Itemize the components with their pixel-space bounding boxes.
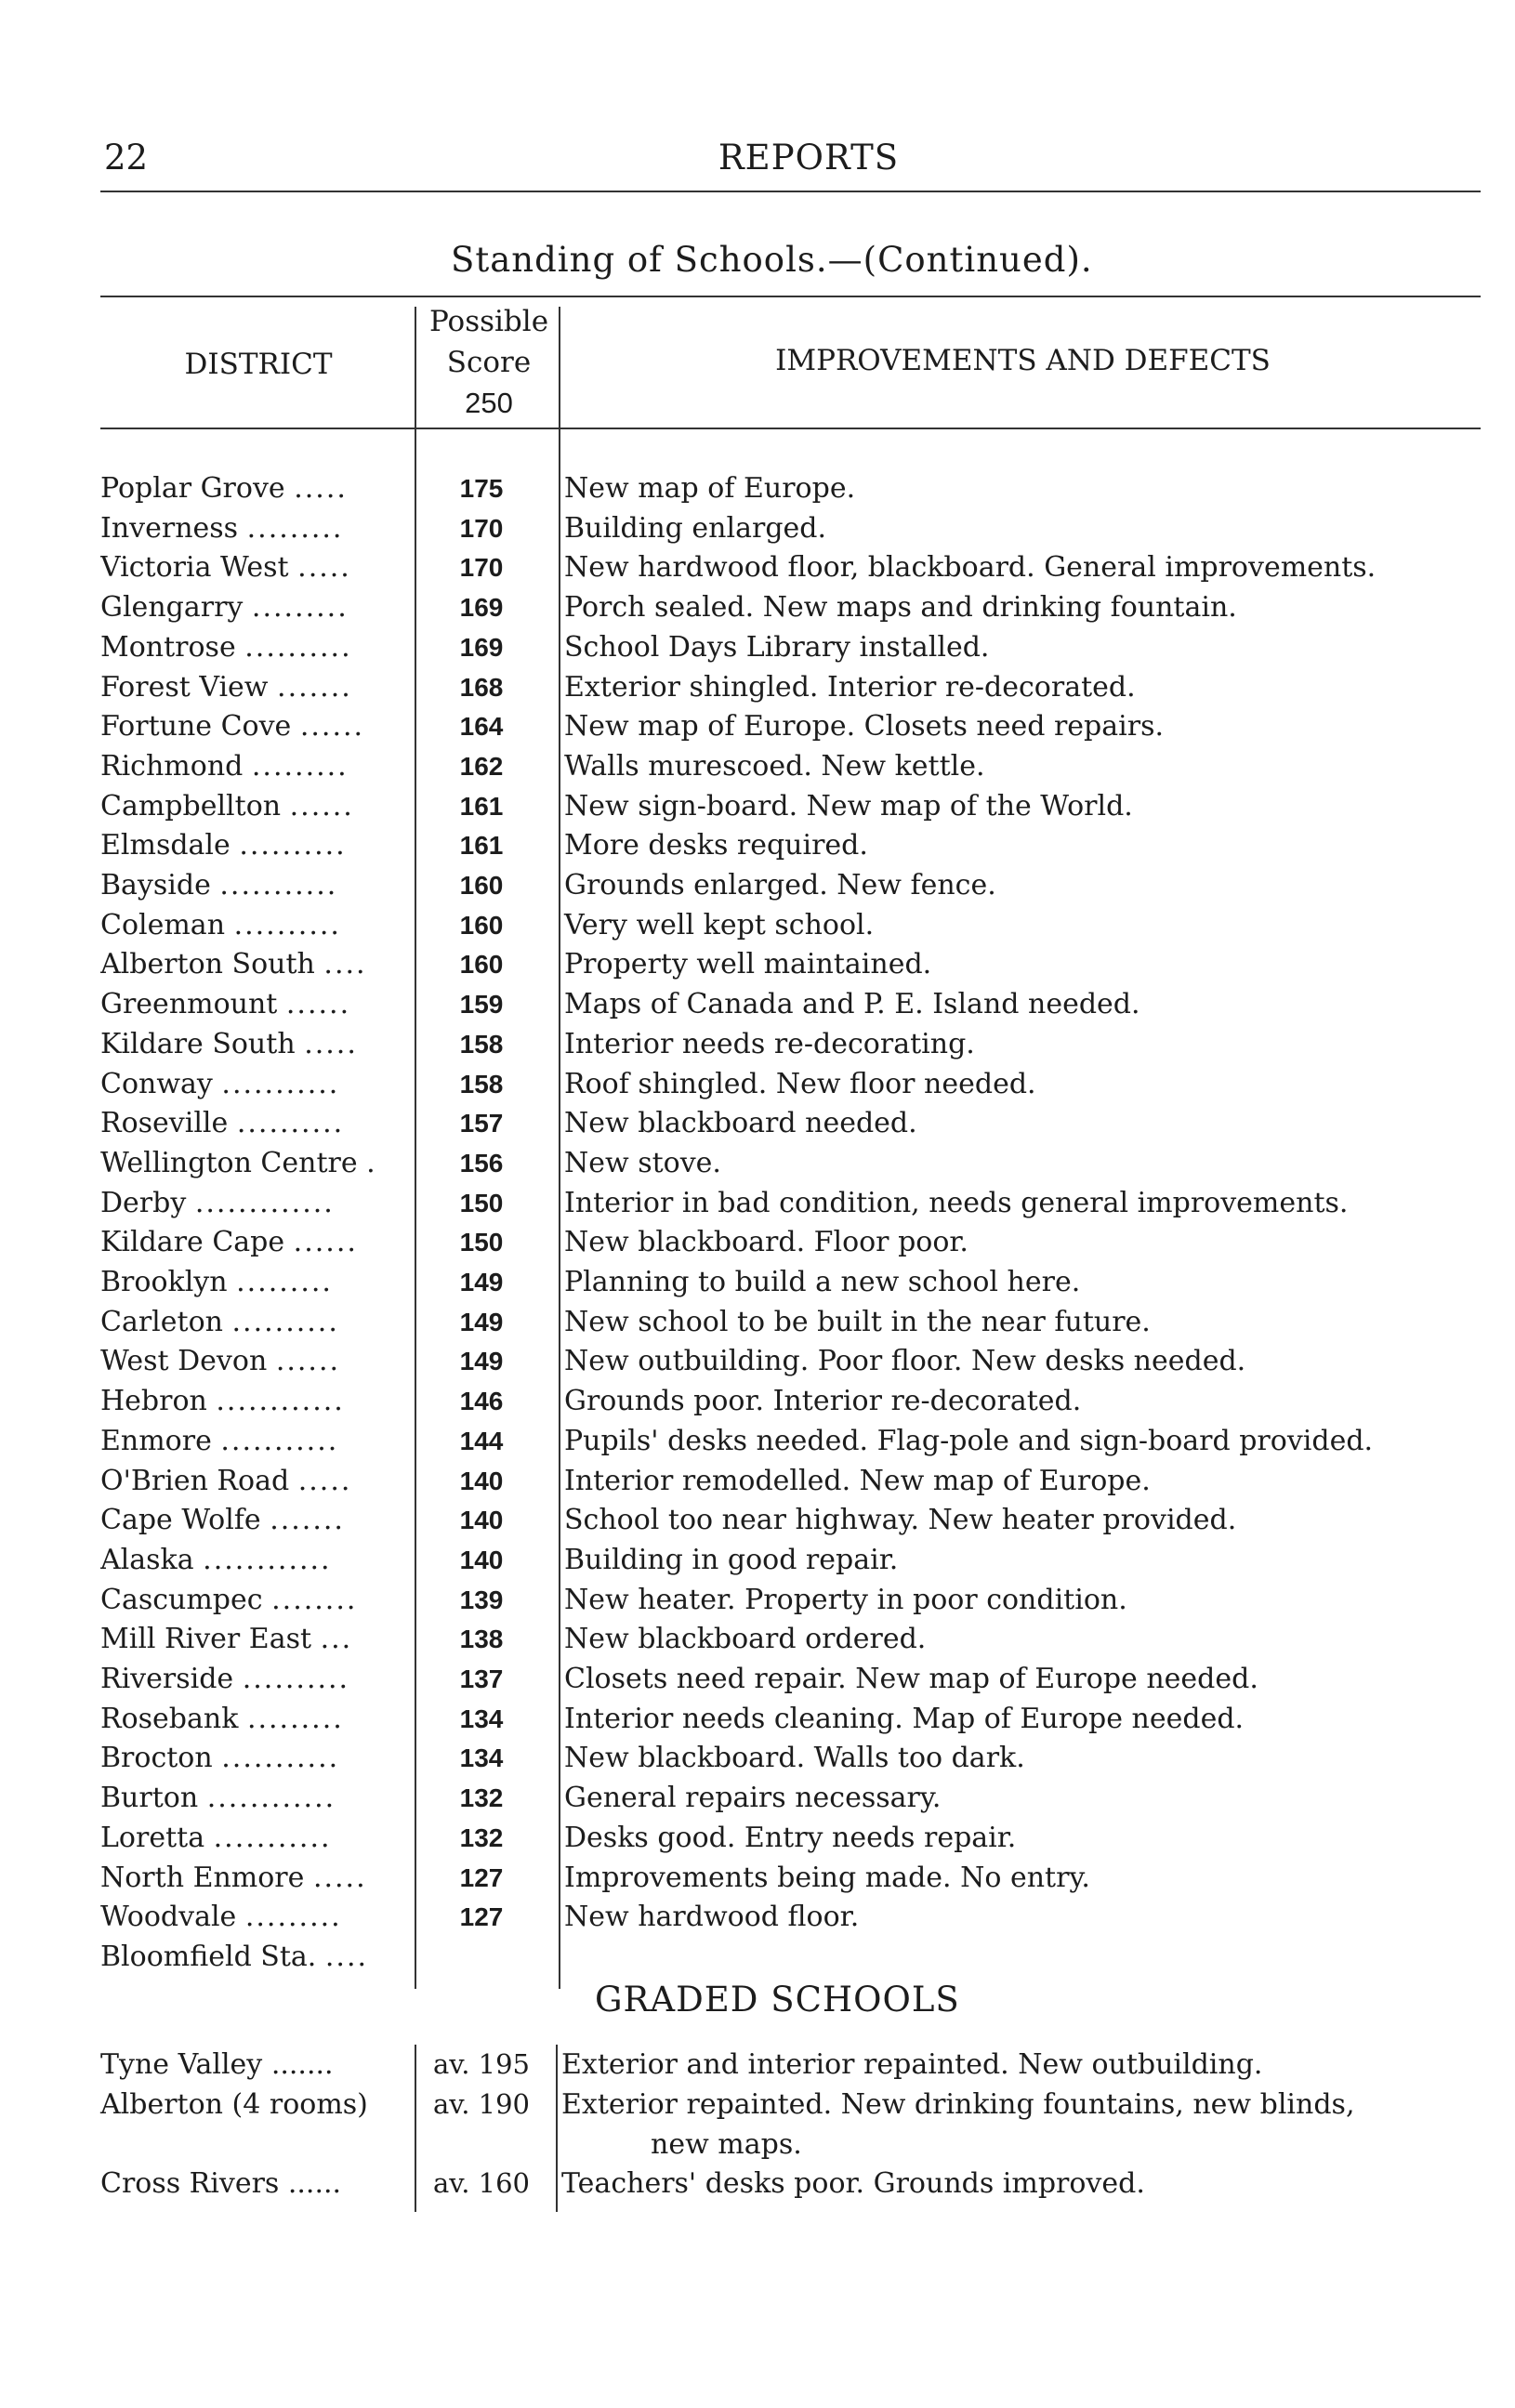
- improvements-text: School too near highway. New heater provided.: [564, 1504, 1237, 1537]
- district-name: [100, 2045, 407, 2085]
- district-name: [100, 985, 407, 1024]
- district-label: Fortune Cove: [100, 710, 292, 743]
- score-value: 127: [459, 1902, 504, 1932]
- score-value: 159: [459, 990, 504, 1020]
- district-label: Roseville: [100, 1107, 229, 1140]
- leader-dots: .........: [236, 1266, 333, 1298]
- improvements-text: New blackboard ordered.: [564, 1623, 927, 1656]
- improvements-text: New outbuilding. Poor floor. New desks needed.: [564, 1345, 1246, 1378]
- score-value: 170: [459, 553, 504, 583]
- score-value: 150: [459, 1188, 504, 1217]
- district-name: [100, 1422, 407, 1461]
- score-value: 144: [459, 1426, 504, 1455]
- district-name: [100, 668, 407, 707]
- leader-dots: ............: [216, 1385, 345, 1418]
- district-label: Mill River East: [100, 1623, 312, 1656]
- score-value: 161: [459, 831, 504, 861]
- score-header-line-2: Score: [446, 346, 532, 379]
- leader-dots: .: [366, 1146, 377, 1179]
- district-name: [100, 1025, 407, 1064]
- table-row: [0, 1700, 1515, 1739]
- score-value: 137: [459, 1665, 504, 1693]
- table-top-rule: [100, 296, 1481, 297]
- district-label: Elmsdale: [100, 829, 231, 862]
- district-name: [100, 1223, 407, 1262]
- district-label: Campbellton: [100, 789, 282, 822]
- leader-dots: .....: [294, 472, 348, 505]
- district-name: [100, 469, 407, 508]
- leader-dots: ...........: [221, 1067, 340, 1100]
- leader-dots: .........: [246, 1702, 344, 1735]
- leader-dots: ..........: [236, 1107, 345, 1140]
- district-name: [100, 588, 407, 627]
- district-label: Tyne Valley: [100, 2048, 263, 2081]
- district-label: Loretta: [100, 1821, 205, 1854]
- district-label: Bloomfield Sta.: [100, 1940, 317, 1973]
- table-row: [0, 1859, 1515, 1898]
- district-label: Riverside: [100, 1663, 234, 1695]
- district-name: [100, 1263, 407, 1302]
- score-header-line-1: Possible: [428, 305, 549, 338]
- district-label: Kildare Cape: [100, 1226, 285, 1259]
- improvements-continuation: new maps.: [651, 2128, 802, 2161]
- district-label: Brooklyn: [100, 1266, 228, 1298]
- leader-dots: ...........: [213, 1821, 332, 1854]
- leader-dots: ...: [320, 1623, 353, 1656]
- table-row: [0, 906, 1515, 945]
- score-value: 140: [459, 1506, 504, 1535]
- improvements-text: Property well maintained.: [564, 948, 932, 981]
- score-value: 149: [459, 1347, 504, 1376]
- score-value: 149: [459, 1307, 504, 1336]
- leader-dots: ...........: [220, 1424, 339, 1457]
- district-label: Enmore: [100, 1424, 212, 1457]
- leader-dots: .....: [312, 1861, 367, 1894]
- leader-dots: ....: [324, 1940, 369, 1973]
- improvements-text: Exterior and interior repainted. New outbuilding.: [561, 2048, 1263, 2081]
- district-label: West Devon: [100, 1345, 268, 1378]
- table-row: [0, 1501, 1515, 1540]
- column-header-score: [418, 301, 560, 424]
- score-value: 139: [459, 1585, 504, 1614]
- leader-dots: ..........: [239, 829, 347, 862]
- leader-dots: .........: [251, 591, 349, 625]
- table-row: [0, 1819, 1515, 1858]
- district-name: [100, 1700, 407, 1739]
- table-row: [0, 1660, 1515, 1699]
- score-value: 160: [459, 871, 504, 900]
- score-value: 162: [459, 751, 504, 781]
- leader-dots: ....: [323, 948, 367, 981]
- score-value: 140: [459, 1466, 504, 1495]
- leader-dots: .........: [251, 749, 349, 783]
- score-value: 158: [459, 1029, 504, 1059]
- table-row: [0, 628, 1515, 667]
- table-row: [0, 1263, 1515, 1302]
- district-name: [100, 1184, 407, 1223]
- table-row: [0, 509, 1515, 548]
- score-value: 170: [459, 513, 504, 543]
- leader-dots: ......: [285, 988, 351, 1021]
- district-name: [100, 1739, 407, 1778]
- district-name: [100, 1382, 407, 1421]
- score-value: 132: [459, 1822, 504, 1852]
- district-label: Alaska: [100, 1543, 194, 1576]
- improvements-text: New school to be built in the near future.: [564, 1305, 1151, 1338]
- column-header-district: DISTRICT: [184, 348, 333, 381]
- leader-dots: ..........: [244, 630, 352, 664]
- district-name: [100, 1501, 407, 1540]
- district-name: [100, 1779, 407, 1818]
- district-name: [100, 945, 407, 984]
- leader-dots: .........: [246, 511, 344, 545]
- district-name: [100, 548, 407, 587]
- district-label: Woodvale: [100, 1901, 237, 1934]
- improvements-text: Walls murescoed. New kettle.: [564, 749, 985, 783]
- table-row: [0, 1898, 1515, 1937]
- district-label: Derby: [100, 1186, 187, 1219]
- district-label: Forest View: [100, 670, 269, 704]
- improvements-text: Interior in bad condition, needs general improvements.: [564, 1186, 1349, 1219]
- district-label: Carleton: [100, 1305, 223, 1338]
- district-label: Cascumpec: [100, 1583, 263, 1616]
- table-row: [0, 469, 1515, 508]
- running-title: REPORTS: [718, 138, 900, 178]
- table-row: [0, 1541, 1515, 1580]
- leader-dots: ............: [203, 1543, 332, 1576]
- leader-dots: .......: [270, 2048, 334, 2081]
- improvements-text: Exterior repainted. New drinking fountains, new blinds,: [561, 2088, 1355, 2121]
- score-value: 164: [459, 712, 504, 742]
- district-label: Kildare South: [100, 1027, 296, 1060]
- graded-schools-title: GRADED SCHOOLS: [595, 1980, 960, 2020]
- leader-dots: ..........: [233, 908, 341, 941]
- score-value: av. 190: [432, 2088, 531, 2120]
- table-row: [0, 826, 1515, 865]
- improvements-text: New stove.: [564, 1146, 721, 1179]
- district-label: Poplar Grove: [100, 472, 285, 505]
- table-row: [0, 1144, 1515, 1183]
- improvements-text: Desks good. Entry needs repair.: [564, 1821, 1017, 1854]
- district-label: Cross Rivers: [100, 2167, 280, 2200]
- district-name: [100, 509, 407, 548]
- table-header-rule: [100, 428, 1481, 429]
- improvements-text: Interior needs cleaning. Map of Europe needed.: [564, 1702, 1245, 1735]
- improvements-text: New heater. Property in poor condition.: [564, 1583, 1127, 1616]
- improvements-text: Pupils' desks needed. Flag-pole and sign-board provided.: [564, 1424, 1374, 1457]
- table-row: [0, 588, 1515, 627]
- table-row: [0, 1223, 1515, 1262]
- table-row: [0, 985, 1515, 1024]
- page-number: 22: [104, 138, 149, 178]
- district-name: [100, 1660, 407, 1699]
- table-row: [0, 1382, 1515, 1421]
- graded-separator-1: [415, 2045, 416, 2212]
- score-value: 138: [459, 1625, 504, 1654]
- table-row: [0, 1938, 1515, 1977]
- improvements-text: New map of Europe.: [564, 472, 856, 505]
- leader-dots: ............: [206, 1782, 336, 1815]
- leader-dots: ..........: [242, 1663, 350, 1695]
- improvements-text: Exterior shingled. Interior re-decorated.: [564, 670, 1136, 704]
- leader-dots: .......: [277, 670, 352, 704]
- district-name: [100, 866, 407, 905]
- leader-dots: ......: [287, 2167, 342, 2200]
- district-name: [100, 628, 407, 667]
- section-title: Standing of Schools.—(Continued).: [451, 240, 1093, 280]
- score-value: 156: [459, 1148, 504, 1178]
- district-label: Montrose: [100, 630, 236, 664]
- improvements-text: Building enlarged.: [564, 511, 827, 545]
- district-label: Victoria West: [100, 551, 289, 585]
- leader-dots: .........: [244, 1901, 342, 1934]
- graded-separator-2: [556, 2045, 558, 2212]
- improvements-text: Maps of Canada and P. E. Island needed.: [564, 988, 1140, 1021]
- leader-dots: .....: [297, 1464, 352, 1497]
- district-label: Rosebank: [100, 1702, 239, 1735]
- district-name: [100, 1462, 407, 1501]
- leader-dots: .....: [297, 551, 351, 585]
- district-name: [100, 1104, 407, 1143]
- table-row: [0, 866, 1515, 905]
- improvements-text: School Days Library installed.: [564, 630, 990, 664]
- district-name: [100, 2085, 407, 2125]
- score-value: 158: [459, 1069, 504, 1099]
- leader-dots: ........: [271, 1583, 358, 1616]
- improvements-text: Grounds enlarged. New fence.: [564, 869, 996, 901]
- district-name: [100, 1303, 407, 1342]
- table-row: [0, 1462, 1515, 1501]
- table-row: [0, 1065, 1515, 1104]
- improvements-text: New hardwood floor, blackboard. General improvements.: [564, 551, 1377, 585]
- district-name: [100, 787, 407, 826]
- improvements-text: Roof shingled. New floor needed.: [564, 1067, 1036, 1100]
- score-value: 161: [459, 791, 504, 821]
- leader-dots: .......: [270, 1504, 345, 1537]
- district-label: Bayside: [100, 869, 211, 901]
- score-value: 175: [459, 474, 504, 503]
- district-label: Richmond: [100, 749, 244, 783]
- improvements-text: Porch sealed. New maps and drinking fountain.: [564, 591, 1237, 625]
- score-value: 169: [459, 632, 504, 662]
- score-value: 157: [459, 1109, 504, 1138]
- improvements-text: Teachers' desks poor. Grounds improved.: [561, 2167, 1145, 2200]
- district-name: [100, 1938, 407, 1977]
- district-label: Glengarry: [100, 591, 244, 625]
- score-value: 140: [459, 1545, 504, 1574]
- score-value: 150: [459, 1228, 504, 1257]
- district-label: Alberton South: [100, 948, 315, 981]
- score-value: 160: [459, 910, 504, 940]
- improvements-text: Planning to build a new school here.: [564, 1266, 1081, 1298]
- column-header-improvements: IMPROVEMENTS AND DEFECTS: [775, 344, 1271, 377]
- district-name: [100, 1541, 407, 1580]
- table-row: [0, 548, 1515, 587]
- district-label: Greenmount: [100, 988, 278, 1021]
- improvements-text: New sign-board. New map of the World.: [564, 789, 1133, 822]
- improvements-text: Grounds poor. Interior re-decorated.: [564, 1385, 1082, 1418]
- district-label: Wellington Centre: [100, 1146, 358, 1179]
- district-name: [100, 747, 407, 786]
- district-name: [100, 1859, 407, 1898]
- district-name: [100, 707, 407, 746]
- district-name: [100, 1144, 407, 1183]
- improvements-text: New blackboard needed.: [564, 1107, 917, 1140]
- improvements-text: New blackboard. Floor poor.: [564, 1226, 968, 1259]
- leader-dots: .............: [194, 1186, 335, 1219]
- header-rule: [100, 191, 1481, 192]
- score-value: 127: [459, 1862, 504, 1892]
- district-label: Alberton (4 rooms): [100, 2088, 368, 2121]
- table-row: [0, 747, 1515, 786]
- improvements-text: Interior remodelled. New map of Europe.: [564, 1464, 1151, 1497]
- table-row: [0, 945, 1515, 984]
- district-label: Burton: [100, 1782, 199, 1815]
- improvements-text: New map of Europe. Closets need repairs.: [564, 710, 1165, 743]
- improvements-text: Interior needs re-decorating.: [564, 1027, 975, 1060]
- score-value: 168: [459, 672, 504, 702]
- district-label: Hebron: [100, 1385, 207, 1418]
- score-header-line-3: 250: [465, 387, 513, 419]
- district-label: Conway: [100, 1067, 213, 1100]
- district-label: Coleman: [100, 908, 226, 941]
- district-label: North Enmore: [100, 1861, 305, 1894]
- table-row: [0, 1620, 1515, 1659]
- score-value: 146: [459, 1387, 504, 1416]
- score-value: 149: [459, 1268, 504, 1296]
- leader-dots: ......: [293, 1226, 358, 1259]
- leader-dots: ......: [289, 789, 354, 822]
- table-row: [0, 1342, 1515, 1381]
- table-row: [0, 1025, 1515, 1064]
- district-label: O'Brien Road: [100, 1464, 290, 1497]
- score-value: 169: [459, 593, 504, 623]
- district-name: [100, 1819, 407, 1858]
- table-row: [0, 1303, 1515, 1342]
- leader-dots: ..........: [231, 1305, 339, 1338]
- district-name: [100, 906, 407, 945]
- table-row: [0, 1581, 1515, 1620]
- district-name: [100, 1581, 407, 1620]
- score-value: 134: [459, 1743, 504, 1773]
- leader-dots: ...........: [219, 869, 338, 901]
- district-label: Inverness: [100, 511, 239, 545]
- district-name: [100, 1065, 407, 1104]
- improvements-text: More desks required.: [564, 829, 868, 862]
- table-row: [0, 1779, 1515, 1818]
- district-name: [100, 2164, 407, 2204]
- table-row: [0, 1422, 1515, 1461]
- improvements-text: New hardwood floor.: [564, 1901, 860, 1934]
- table-row: [0, 1104, 1515, 1143]
- leader-dots: ...........: [221, 1742, 340, 1775]
- district-label: Cape Wolfe: [100, 1504, 261, 1537]
- improvements-text: New blackboard. Walls too dark.: [564, 1742, 1025, 1775]
- improvements-text: Building in good repair.: [564, 1543, 899, 1576]
- table-row: [0, 787, 1515, 826]
- table-row: [0, 707, 1515, 746]
- improvements-text: Improvements being made. No entry.: [564, 1861, 1090, 1894]
- table-row: [0, 668, 1515, 707]
- improvements-text: General repairs necessary.: [564, 1782, 942, 1815]
- district-name: [100, 1620, 407, 1659]
- score-value: av. 195: [432, 2048, 531, 2080]
- district-name: [100, 1342, 407, 1381]
- improvements-text: Closets need repair. New map of Europe needed.: [564, 1663, 1258, 1695]
- leader-dots: .....: [304, 1027, 358, 1060]
- improvements-text: Very well kept school.: [564, 908, 875, 941]
- score-value: 160: [459, 950, 504, 980]
- score-value: 134: [459, 1704, 504, 1733]
- district-label: Brocton: [100, 1742, 213, 1775]
- district-name: [100, 826, 407, 865]
- score-value: av. 160: [432, 2167, 531, 2199]
- score-value: 132: [459, 1783, 504, 1813]
- district-name: [100, 1898, 407, 1937]
- leader-dots: ......: [275, 1345, 341, 1378]
- table-row: [0, 1739, 1515, 1778]
- table-row: [0, 1184, 1515, 1223]
- leader-dots: ......: [299, 710, 365, 743]
